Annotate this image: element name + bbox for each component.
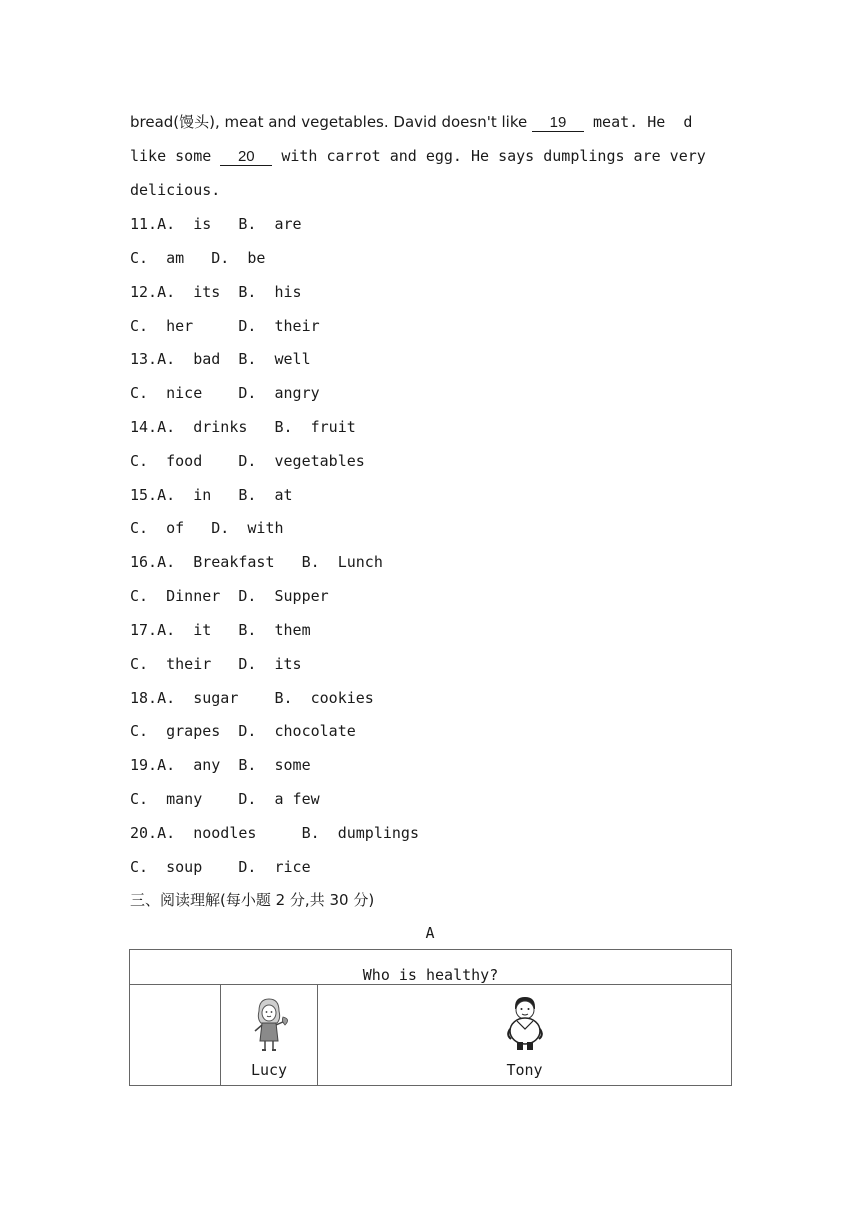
passage-line-1 <box>130 112 740 132</box>
question-14-options-cd: C. food D. vegetables <box>130 452 365 470</box>
passage-text: bread(馒头), meat and vegetables. David doesn't like <box>130 113 532 131</box>
question-11-options-cd: C. am D. be <box>130 249 266 267</box>
person-name-tony: Tony <box>506 1061 543 1079</box>
question-20-options-cd: C. soup D. rice <box>130 858 311 876</box>
question-15-options-ab: 15.A. in B. at <box>130 486 293 504</box>
passage-text: with carrot and egg. He says dumplings are very <box>272 147 706 165</box>
table-title: Who is healthy? <box>130 950 732 985</box>
passage-line-3: delicious. <box>130 181 221 199</box>
table-row <box>130 985 732 1086</box>
section-heading: 三、阅读理解(每小题 2 分,共 30 分) <box>130 891 375 909</box>
question-14-options-ab: 14.A. drinks B. fruit <box>130 418 356 436</box>
question-12-options-cd: C. her D. their <box>130 317 320 335</box>
girl-icon <box>245 995 293 1053</box>
boy-icon <box>503 995 547 1053</box>
question-16-options-ab: 16.A. Breakfast B. Lunch <box>130 553 383 571</box>
question-19-options-ab: 19.A. any B. some <box>130 756 311 774</box>
question-18-options-ab: 18.A. sugar B. cookies <box>130 689 374 707</box>
blank-19: 19 <box>532 114 584 132</box>
passage-text: meat. He d <box>584 113 693 131</box>
person-name-lucy: Lucy <box>250 1061 288 1079</box>
question-20-options-ab: 20.A. noodles B. dumplings <box>130 824 419 842</box>
blank-20: 20 <box>220 148 272 166</box>
person-cell-lucy <box>221 985 318 1086</box>
person-cell-tony <box>318 985 732 1086</box>
question-17-options-ab: 17.A. it B. them <box>130 621 311 639</box>
table-header-row <box>130 950 732 985</box>
question-11-options-ab: 11.A. is B. are <box>130 215 302 233</box>
passage-text: like some <box>130 147 221 165</box>
question-16-options-cd: C. Dinner D. Supper <box>130 587 329 605</box>
question-19-options-cd: C. many D. a few <box>130 790 320 808</box>
healthy-table <box>129 949 732 1086</box>
question-15-options-cd: C. of D. with <box>130 519 284 537</box>
question-18-options-cd: C. grapes D. chocolate <box>130 722 356 740</box>
part-label: A <box>425 924 435 942</box>
question-12-options-ab: 12.A. its B. his <box>130 283 302 301</box>
question-13-options-ab: 13.A. bad B. well <box>130 350 311 368</box>
question-13-options-cd: C. nice D. angry <box>130 384 320 402</box>
empty-cell <box>130 985 221 1086</box>
question-17-options-cd: C. their D. its <box>130 655 302 673</box>
passage-line-2 <box>130 146 740 166</box>
